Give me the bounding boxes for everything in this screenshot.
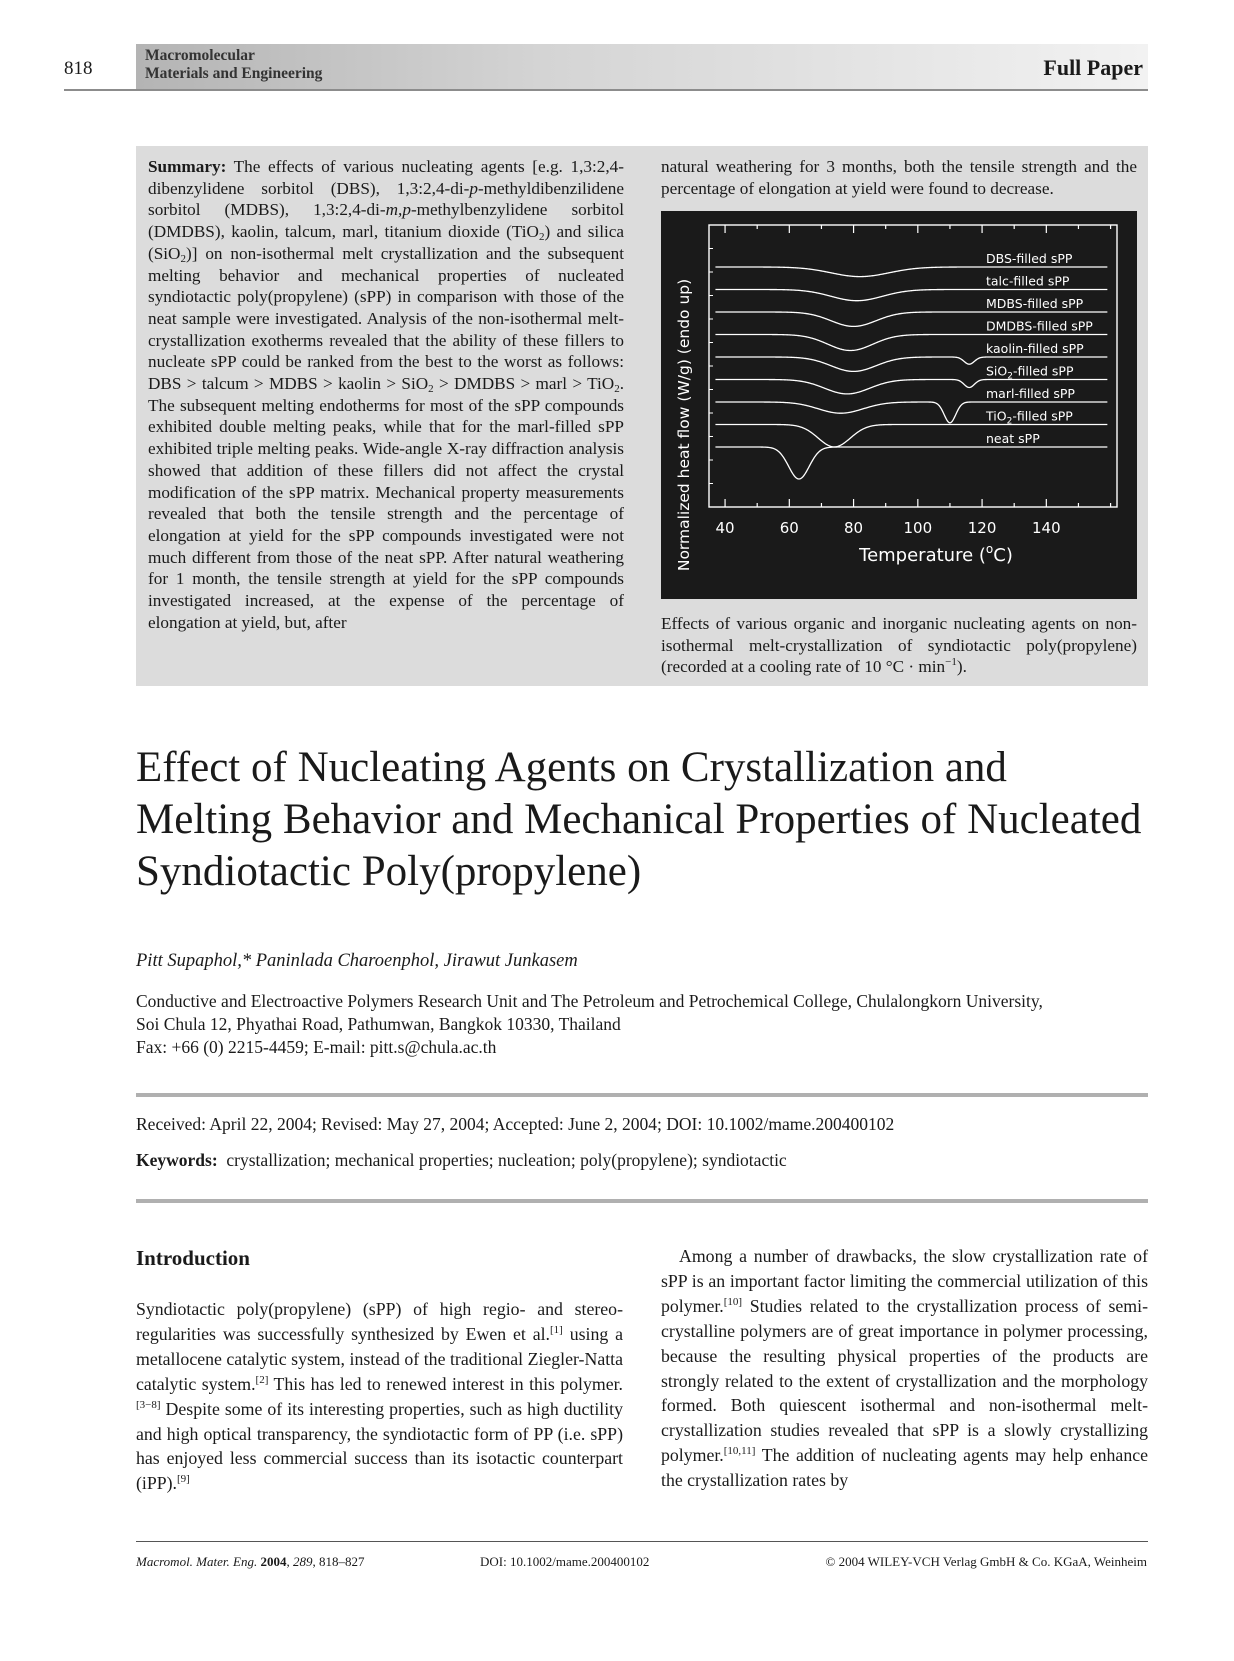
series-label: SiO$_2$-filled sPP [986, 363, 1074, 382]
summary-text: > DMDBS > marl > TiO [433, 374, 615, 394]
summary-text: p [469, 178, 478, 198]
series-label: marl-filled sPP [986, 386, 1075, 401]
divider-rule [136, 1093, 1148, 1097]
citation-ref: [10,11] [723, 1445, 756, 1458]
received-dates: Received: April 22, 2004; Revised: May 27, 2004; Accepted: June 2, 2004; DOI: 10.1002/mame.200400102 [136, 1114, 895, 1134]
summary-text: -methyldibenzilidene sorbitol (MDBS), 1,3:2,4-di- [148, 178, 624, 220]
series-line [715, 425, 1107, 447]
journal-name: Macromolecular Materials and Engineering [145, 47, 323, 82]
series-line [715, 447, 1107, 479]
footer-rule [136, 1541, 1148, 1542]
summary-text: -methylbenzylidene sorbitol (DMDBS), kaolin, talcum, marl, titanium dioxide (TiO [148, 200, 624, 242]
page-number: 818 [64, 58, 93, 79]
x-tick-label: 40 [715, 519, 735, 537]
series-label: neat sPP [986, 431, 1040, 446]
series-label: kaolin-filled sPP [986, 341, 1084, 356]
figure-dsc-chart [661, 211, 1137, 599]
abstract-summary [148, 156, 624, 633]
divider-rule [136, 1199, 1148, 1203]
summary-text: )] on non-isothermal melt crystallization and the subsequent melting behavior and mechanical properties of nucleated syndiotactic poly(propylene) (sPP) in comparison with those of the neat sample were investigated. Analysis of the non-isothermal melt-crystallization exotherms revealed that the ability of these fillers to nucleate sPP could be ranked from the best to the worst as follows: DBS > talcum > MDBS > kaolin > SiO [148, 243, 624, 394]
summary-text: . The subsequent melting endotherms for most of the sPP compounds exhibited double melting peaks, while that for the marl-filled sPP exhibited triple melting peaks. Wide-angle X-ray diffraction analysis showed that addition of these fillers did not affect the crystal modification of the sPP matrix. Mechanical property measurements revealed that both the tensile strength and the percentage of elongation at yield for the sPP compounds investigated were not much different from those of the neat sPP. After natural weathering for 1 month, the tensile strength at yield for the sPP compounds investigated increased, at the expense of the percentage of elongation at yield, but, after [148, 374, 624, 632]
summary-label: Summary: [148, 157, 227, 176]
footer-copyright: © 2004 WILEY-VCH Verlag GmbH & Co. KGaA, Weinheim [825, 1554, 1147, 1569]
x-tick-label: 120 [967, 519, 997, 537]
citation-ref: [9] [177, 1473, 190, 1486]
summary-subscript: 2 [538, 231, 545, 244]
x-tick-label: 60 [779, 519, 799, 537]
chart-svg [661, 211, 1137, 599]
affiliation [136, 990, 1148, 1059]
summary-text: The effects of various nucleating agents [e.g. 1,3:2,4-dibenzylidene sorbitol (DBS), 1,3:2,4-di- [148, 157, 624, 198]
citation-ref: [2] [255, 1373, 269, 1386]
header-rule [64, 89, 1148, 91]
series-label: DBS-filled sPP [986, 251, 1073, 266]
x-tick-label: 140 [1032, 519, 1061, 537]
citation-ref: [10] [723, 1295, 743, 1308]
affiliation-contact: Fax: +66 (0) 2215-4459; E-mail: pitt.s@chula.ac.th [136, 1037, 497, 1057]
y-axis-label: Normalized heat flow (W/g) (endo up) [675, 278, 693, 572]
x-axis [709, 225, 1111, 537]
x-axis-label: Temperature ($^o$C) [859, 542, 1013, 566]
summary-subscript: 2 [180, 252, 186, 265]
x-tick-label: 80 [844, 519, 864, 537]
series-label: talc-filled sPP [986, 273, 1070, 289]
keywords [136, 1150, 787, 1171]
paper-title: Effect of Nucleating Agents on Crystallization and Melting Behavior and Mechanical Properties of Nucleated Syndiotactic Poly(propylene) [136, 744, 1142, 895]
series-labels [985, 251, 1093, 446]
citation-ref: [3−8] [136, 1398, 161, 1411]
summary-text: ) and silica (SiO [148, 222, 625, 263]
series-label: MDBS-filled sPP [986, 296, 1084, 311]
section-heading-introduction: Introduction [136, 1246, 250, 1270]
summary-subscript: 2 [428, 383, 434, 396]
abstract-continuation: natural weathering for 3 months, both the tensile strength and the percentage of elongation at yield were found to decrease. [661, 157, 1137, 198]
affiliation-line: Conductive and Electroactive Polymers Research Unit and The Petroleum and Petrochemical College, Chulalongkorn University, [136, 991, 1043, 1011]
footer-doi: DOI: 10.1002/mame.200400102 [480, 1554, 650, 1569]
paper-type: Full Paper [1043, 55, 1143, 80]
authors: Pitt Supaphol,* Paninlada Charoenphol, Jirawut Junkasem [136, 951, 578, 971]
series-label: DMDBS-filled sPP [986, 318, 1093, 334]
intro-column-1: Syndiotactic poly(propylene) (sPP) of high regio- and stereo-regularities was successfully synthesized by Ewen et al.[1] using a metallocene catalytic system, instead of the traditional Ziegler-Natta catalytic system.[2] This has led to renewed interest in this polymer.[3−8] Despite some of its interesting properties, such as high ductility and high optical transparency, the syndiotactic form of PP (i.e. sPP) has enjoyed less commercial success than its isotactic counterpart (iPP).[9] [136, 1299, 623, 1494]
x-tick-label: 100 [903, 519, 933, 537]
figure-caption: Effects of various organic and inorganic nucleating agents on non-isothermal melt-crystallization of syndiotactic poly(propylene) (recorded at a cooling rate of 10 $^\circ C \cdot \min^{-1}$). [661, 614, 1137, 677]
series-label: TiO$_2$-filled sPP [986, 408, 1073, 427]
keywords-list: crystallization; mechanical properties; nucleation; poly(propylene); syndiotactic [226, 1150, 787, 1170]
footer-citation: Macromol. Mater. Eng. 2004, 289, 818–827 [136, 1554, 365, 1569]
intro-column-2: Among a number of drawbacks, the slow crystallization rate of sPP is an important factor limiting the commercial utilization of this polymer.[10] Studies related to the crystallization process of semi-crystalline polymers are of great importance in polymer processing, because the resulting physical properties of the products are strongly related to the extent of crystallization and the morphology formed. Both quiescent isothermal and non-isothermal melt-crystallization studies revealed that sPP is a slowly crystallizing polymer.[10,11] The addition of nucleating agents may help enhance the crystallization rates by [661, 1246, 1148, 1491]
citation-ref: [1] [550, 1323, 563, 1336]
affiliation-line: Soi Chula 12, Phyathai Road, Pathumwan, Bangkok 10330, Thailand [136, 1014, 621, 1034]
keywords-label: Keywords: [136, 1150, 218, 1170]
summary-text: m,p [385, 200, 411, 220]
summary-subscript: 2 [614, 383, 620, 396]
